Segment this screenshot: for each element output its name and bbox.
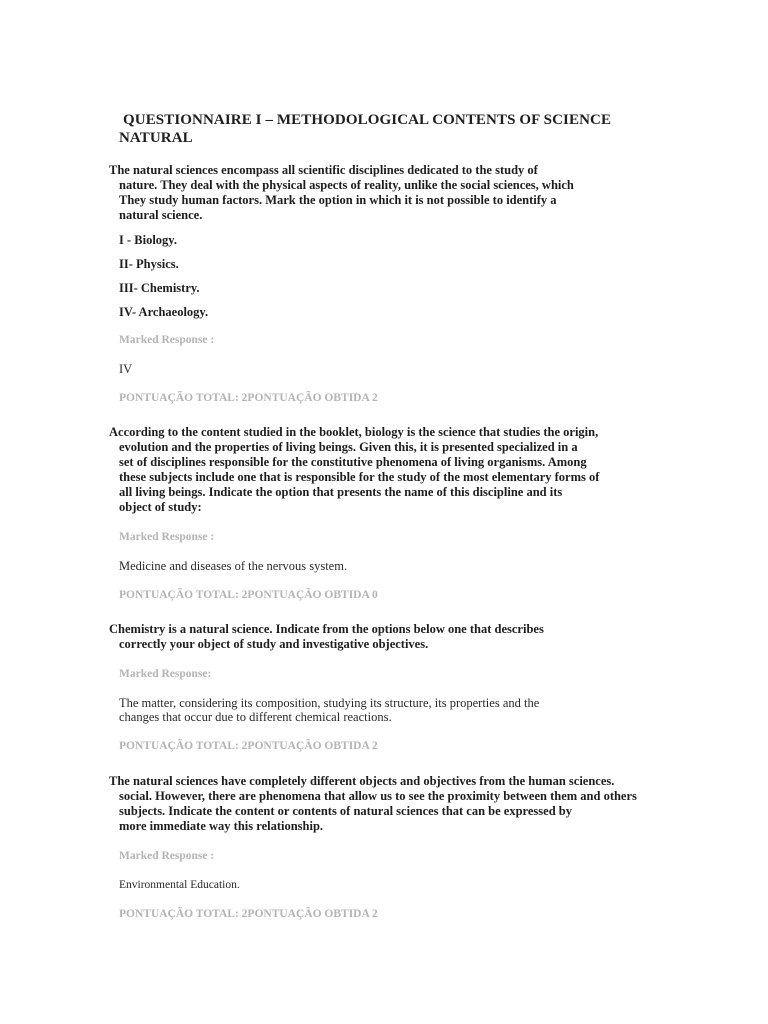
question-3 (97, 622, 687, 752)
marked-answer: Environmental Education. (119, 879, 240, 891)
option-item: III- Chemistry. (119, 281, 200, 295)
option-item: II- Physics. (119, 257, 179, 271)
question-1 (97, 163, 687, 404)
score-line: PONTUAÇÃO TOTAL: 2PONTUAÇÃO OBTIDA 2 (119, 908, 378, 920)
score-line: PONTUAÇÃO TOTAL: 2PONTUAÇÃO OBTIDA 2 (119, 392, 378, 404)
marked-response-label: Marked Response: (119, 668, 212, 680)
marked-response-label: Marked Response : (119, 531, 215, 543)
marked-answer: Medicine and diseases of the nervous system. (119, 559, 348, 573)
score-line: PONTUAÇÃO TOTAL: 2PONTUAÇÃO OBTIDA 0 (119, 589, 378, 601)
question-text: Chemistry is a natural science. Indicate from the options below one that describes correctly your object of study and investigative objectives. (109, 622, 544, 651)
title-line-2: NATURAL (119, 130, 193, 146)
title-line-1: QUESTIONNAIRE I – METHODOLOGICAL CONTENTS OF SCIENCE (123, 112, 612, 128)
question-2 (97, 425, 687, 601)
question-text: The natural sciences encompass all scientific disciplines dedicated to the study of nature. They deal with the physical aspects of reality, unlike the social sciences, which They study human factors. Mark the option in which it is not possible to identify a natural science. (109, 163, 574, 222)
question-text: According to the content studied in the booklet, biology is the science that studies the origin, evolution and the properties of living beings. Given this, it is presented specialized in a set of disciplines responsible for the constitutive phenomena of living organisms. Among these subjects include one that is responsible for the study of the most elementary forms of all living beings. Indicate the option that presents the name of this discipline and its object of study: (109, 425, 600, 514)
marked-answer: The matter, considering its composition, studying its structure, its properties and the changes that occur due to different chemical reactions. (119, 696, 540, 724)
marked-response-label: Marked Response : (119, 850, 215, 862)
score-line: PONTUAÇÃO TOTAL: 2PONTUAÇÃO OBTIDA 2 (119, 740, 378, 752)
question-text: The natural sciences have completely different objects and objectives from the human sciences. social. However, there are phenomena that allow us to see the proximity between them and others subjects. Indicate the content or contents of natural sciences that can be expressed by more immediate way this relationship. (109, 774, 637, 833)
option-item: IV- Archaeology. (119, 305, 209, 319)
option-item: I - Biology. (119, 233, 177, 247)
question-4 (97, 774, 687, 920)
marked-answer: IV (119, 362, 133, 376)
page-title (119, 111, 679, 147)
marked-response-label: Marked Response : (119, 334, 215, 346)
